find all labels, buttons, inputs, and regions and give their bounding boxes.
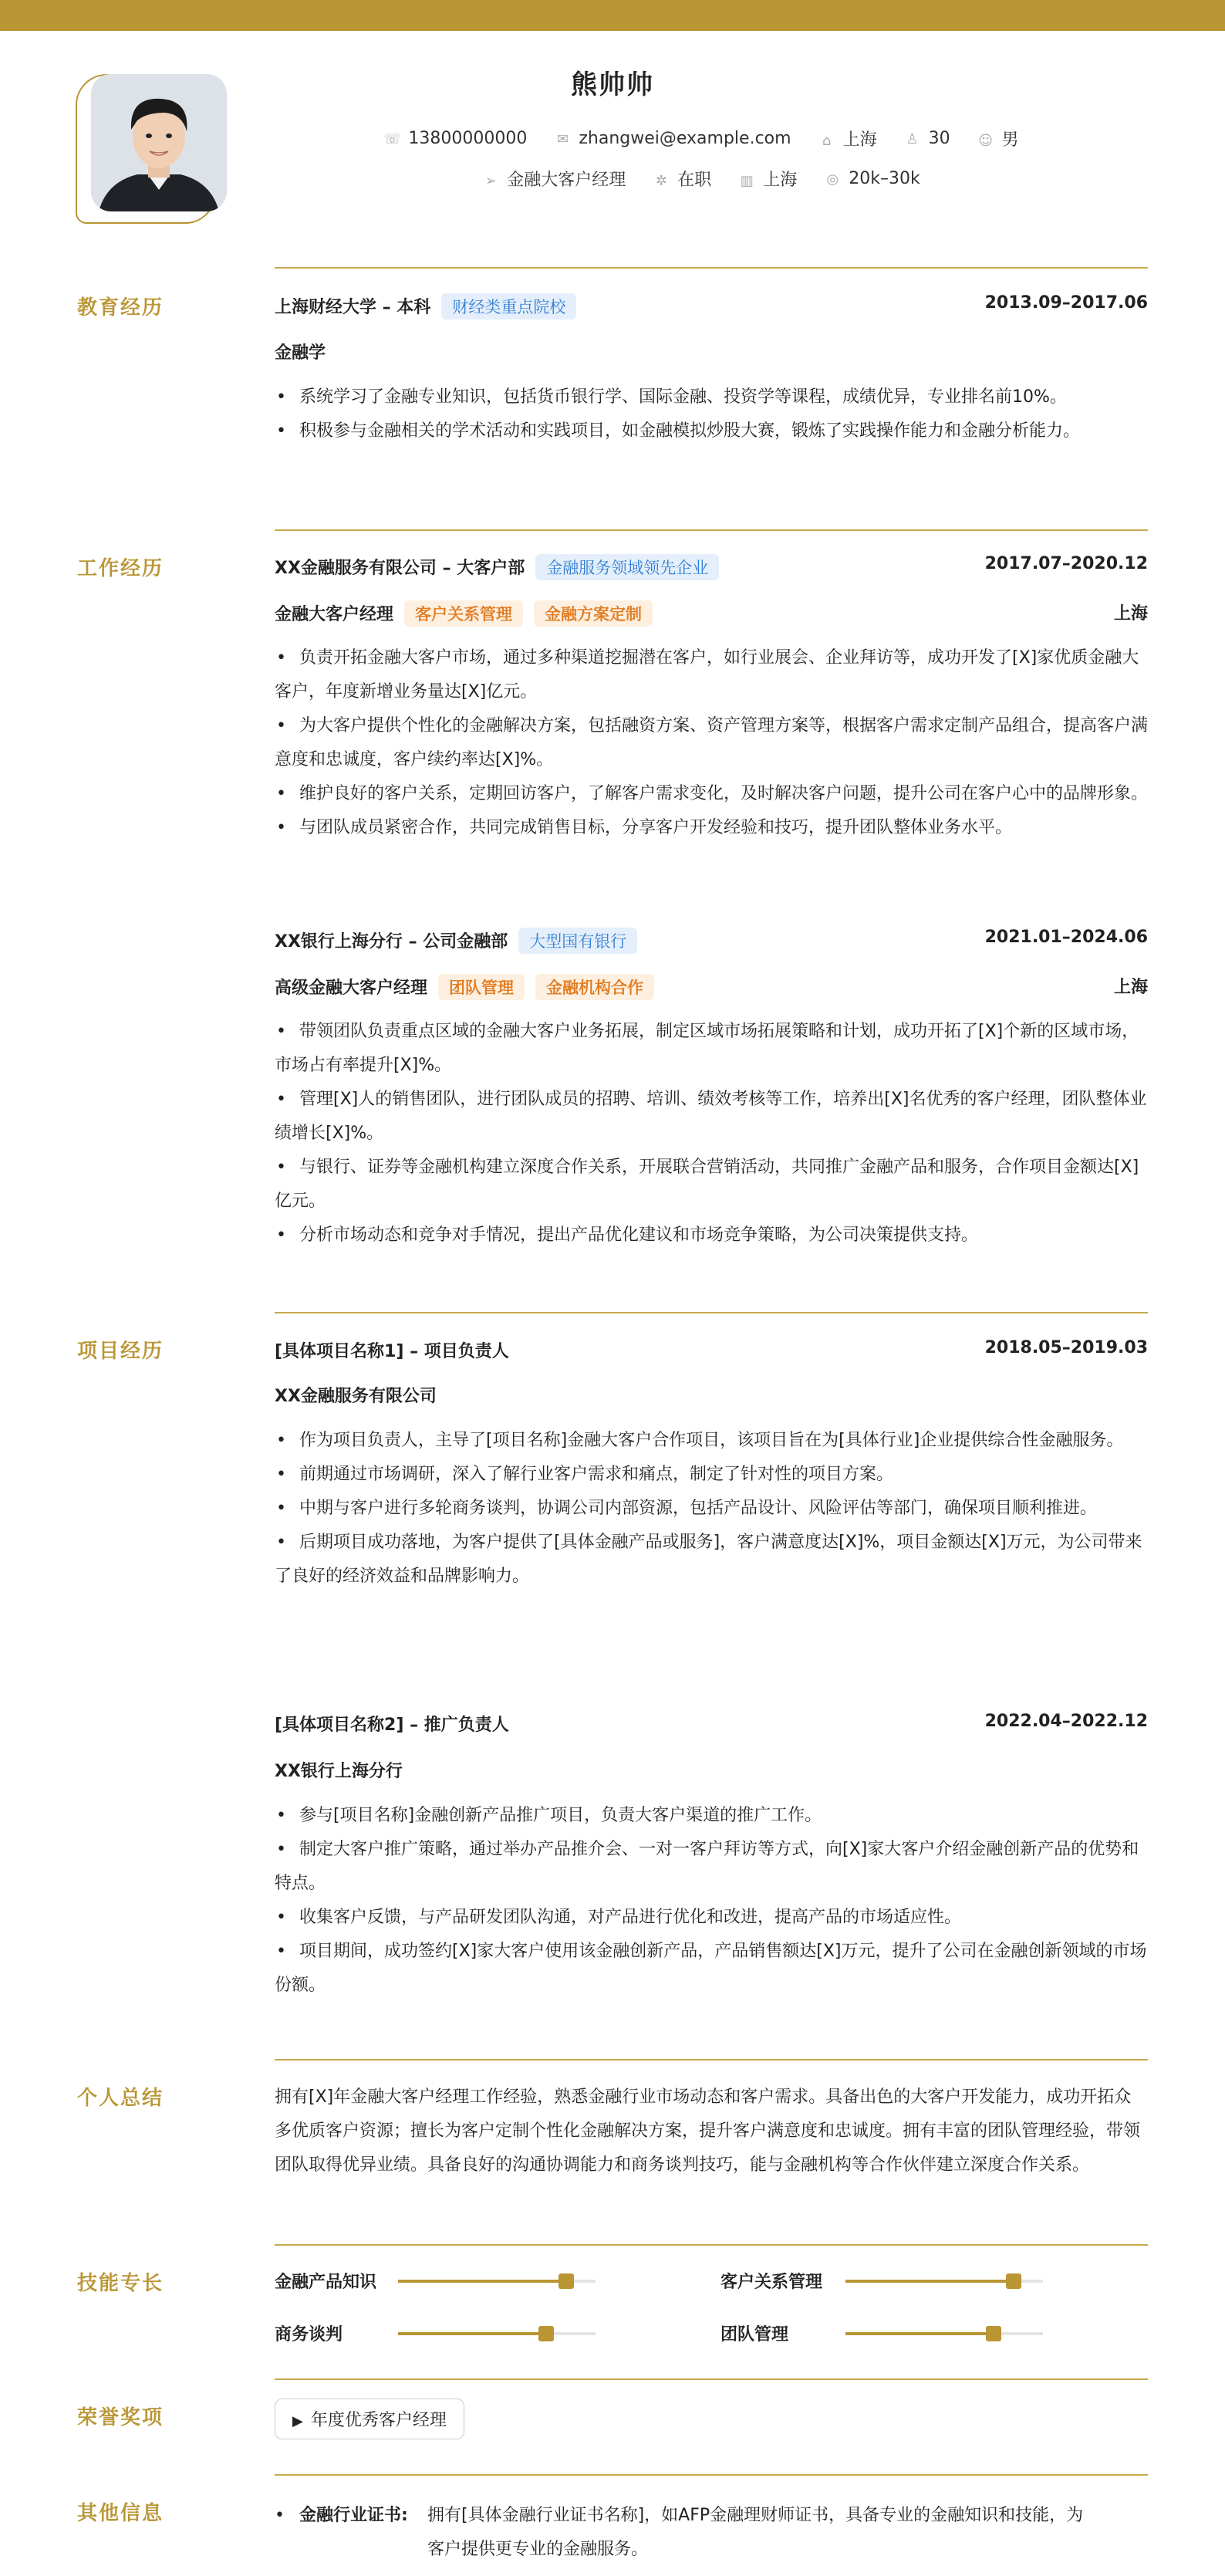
section-title-projects: 项目经历 [77,1340,164,1363]
gender-icon: ☺ [978,133,993,149]
phone: 13800000000 [408,129,528,148]
job-bullets [275,1015,1148,1253]
certificate-row: • 金融行业证书: 拥有[具体金融行业证书名称]，如AFP金融理财师证书，具备专业的金融知识和技能，为 [275,2499,1148,2533]
section-title-other: 其他信息 [77,2502,164,2525]
section-title-education: 教育经历 [77,296,164,319]
list-item: • 管理[X]人的销售团队，进行团队成员的招聘、培训、绩效考核等工作，培养出[X]名优秀的客户经理，团队整体业绩增长[X]%。 [275,1090,1147,1143]
divider [275,529,1148,531]
contact-row [0,127,1225,150]
list-item: • 带领团队负责重点区域的金融大客户业务拓展，制定区域市场拓展策略和计划，成功开拓了[X]个新的区域市场，市场占有率提升[X]%。 [275,1022,1139,1075]
project-header [275,1338,1148,1362]
salary: 20k–30k [849,169,920,188]
position-icon: ➢ [484,173,497,189]
list-item: • 前期通过市场调研，深入了解行业客户需求和痛点，制定了针对性的项目方案。 [276,1465,894,1484]
other-info [275,2499,1148,2567]
project-header [275,1712,1148,1736]
skill-name: 团队管理 [720,2325,789,2344]
divider [275,1312,1148,1313]
section-title-honors: 荣誉奖项 [77,2406,164,2429]
email: zhangwei@example.com [579,129,791,148]
project-date: 2022.04–2022.12 [984,1712,1148,1731]
divider [275,2378,1148,2380]
job-role-row [275,600,1148,627]
age-icon: ♙ [906,131,919,147]
job-location: 上海 [1113,978,1148,997]
section-title-summary: 个人总结 [77,2087,164,2110]
project-org: XX金融服务有限公司 [275,1387,437,1406]
skill-tag: 客户关系管理 [404,600,523,627]
list-item: • 制定大客户推广策略，通过举办产品推介会、一对一客户拜访等方式，向[X]家大客户介绍金融创新产品的优势和特点。 [275,1840,1139,1893]
company-name: XX银行上海分行 – 公司金融部 [275,932,508,952]
list-item: • 负责开拓金融大客户市场，通过多种渠道挖掘潜在客户，如行业展会、企业拜访等，成功开发了[X]家优质金融大客户，年度新增业务量达[X]亿元。 [275,648,1139,701]
job-date: 2017.07–2020.12 [984,554,1148,573]
job-role: 高级金融大客户经理 [275,979,428,998]
divider [275,2244,1148,2246]
list-item: • 分析市场动态和竞争对手情况，提出产品优化建议和市场竞争策略，为公司决策提供支持。 [276,1225,979,1245]
play-arrow-icon: ▶ [292,2413,303,2429]
job-status: 在职 [677,171,712,190]
list-item: • 与银行、证券等金融机构建立深度合作关系，开展联合营销活动，共同推广金融产品和服务，合作项目金额达[X]亿元。 [275,1158,1139,1211]
job-header [275,554,1148,580]
school-tag: 财经类重点院校 [441,293,576,319]
project-bullets [275,1424,1148,1594]
summary-text: 拥有[X]年金融大客户经理工作经验，熟悉金融行业市场动态和客户需求。具备出色的大客户开发能力，成功开拓众多优质客户资源；擅长为客户定制个性化金融解决方案，提升客户满意度和忠诚度。拥有丰富的团队管理经验，带领团队取得优异业绩。具备良好的沟通协调能力和商务谈判技巧，能与金融机构等合作伙伴建立深度合作关系。 [275,2088,1141,2175]
education-header [275,293,1148,319]
skill-name: 金融产品知识 [275,2273,377,2292]
skill-name: 客户关系管理 [720,2273,823,2292]
skill-level-bar [398,2280,596,2283]
skill-tag: 金融方案定制 [534,600,653,627]
company-name: XX金融服务有限公司 – 大客户部 [275,559,525,578]
list-item: • 项目期间，成功签约[X]家大客户使用该金融创新产品，产品销售额达[X]万元，提升了公司在金融创新领域的市场份额。 [275,1942,1147,1995]
job-role: 金融大客户经理 [275,605,394,624]
job-header [275,928,1148,954]
project-name: [具体项目名称2] – 推广负责人 [275,1716,509,1735]
list-item: • 积极参与金融相关的学术活动和实践项目，如金融模拟炒股大赛，锻炼了实践操作能力和金融分析能力。 [276,421,1081,441]
skill-tag: 金融机构合作 [535,974,654,1000]
job-location: 上海 [1113,604,1148,624]
divider [275,2059,1148,2060]
list-item: • 作为项目负责人，主导了[项目名称]金融大客户合作项目，该项目旨在为[具体行业]企业提供综合性金融服务。 [276,1431,1124,1450]
certificate-text-line1: 拥有[具体金融行业证书名称]，如AFP金融理财师证书，具备专业的金融知识和技能，为 [427,2506,1084,2525]
project-bullets [275,1799,1148,2003]
company-tag: 金融服务领域领先企业 [535,554,719,580]
status-icon: ✲ [655,173,667,189]
salary-icon: ◎ [826,171,839,188]
mail-icon: ✉ [556,131,569,147]
job-bullets [275,641,1148,845]
target-city: 上海 [763,171,798,190]
divider [275,267,1148,269]
candidate-name: 熊帅帅 [571,69,654,100]
list-item: • 维护良好的客户关系，定期回访客户，了解客户需求变化，及时解决客户问题，提升公司在客户心中的品牌形象。 [276,784,1149,803]
project-org: XX银行上海分行 [275,1762,403,1781]
project-name: [具体项目名称1] – 项目负责人 [275,1342,509,1361]
city: 上海 [842,130,877,150]
list-item: • 收集客户反馈，与产品研发团队沟通，对产品进行优化和改进，提高产品的市场适应性。 [276,1908,962,1927]
skill-level-bar [845,2332,1043,2335]
list-item: • 系统学习了金融专业知识，包括货币银行学、国际金融、投资学等课程，成绩优异，专业排名前10%。 [276,387,1067,407]
gender: 男 [1001,130,1019,150]
award-label: 年度优秀客户经理 [310,2411,447,2430]
age: 30 [928,129,950,148]
major: 金融学 [275,343,326,363]
section-title-work: 工作经历 [77,557,164,580]
job-role-row [275,974,1148,1000]
certificate-label: 金融行业证书: [299,2506,408,2525]
skill-level-bar [845,2280,1043,2283]
target-position: 金融大客户经理 [507,171,626,190]
section-title-skills: 技能专长 [77,2272,164,2295]
list-item: • 后期项目成功落地，为客户提供了[具体金融产品或服务]，客户满意度达[X]%，项目金额达[X]万元，为公司带来了良好的经济效益和品牌影响力。 [275,1533,1142,1586]
certificate-text-line2: 客户提供更专业的金融服务。 [427,2540,649,2559]
home-icon: ⌂ [822,133,832,149]
list-item: • 为大客户提供个性化的金融解决方案，包括融资方案、资产管理方案等，根据客户需求定制产品组合，提高客户满意度和忠诚度，客户续约率达[X]%。 [275,716,1149,769]
project-date: 2018.05–2019.03 [984,1338,1148,1357]
list-item: • 参与[项目名称]金融创新产品推广项目，负责大客户渠道的推广工作。 [276,1806,822,1825]
education-bullets [275,380,1148,448]
building-icon: ▥ [740,173,754,189]
education-date: 2013.09–2017.06 [984,293,1148,313]
job-date: 2021.01–2024.06 [984,928,1148,947]
company-tag: 大型国有银行 [518,928,637,954]
skill-name: 商务谈判 [275,2325,343,2344]
list-item: • 与团队成员紧密合作，共同完成销售目标，分享客户开发经验和技巧，提升团队整体业务水平。 [276,818,1013,837]
job-intent-row [0,167,1225,191]
award-item[interactable] [275,2399,464,2439]
phone-icon: ☏ [383,131,401,147]
list-item: • 中期与客户进行多轮商务谈判，协调公司内部资源，包括产品设计、风险评估等部门，确保项目顺利推进。 [276,1499,1098,1518]
school-name: 上海财经大学 – 本科 [275,298,431,317]
top-accent-bar [0,0,1225,31]
skill-tag: 团队管理 [438,974,525,1000]
divider [275,2474,1148,2476]
skill-level-bar [398,2332,596,2335]
